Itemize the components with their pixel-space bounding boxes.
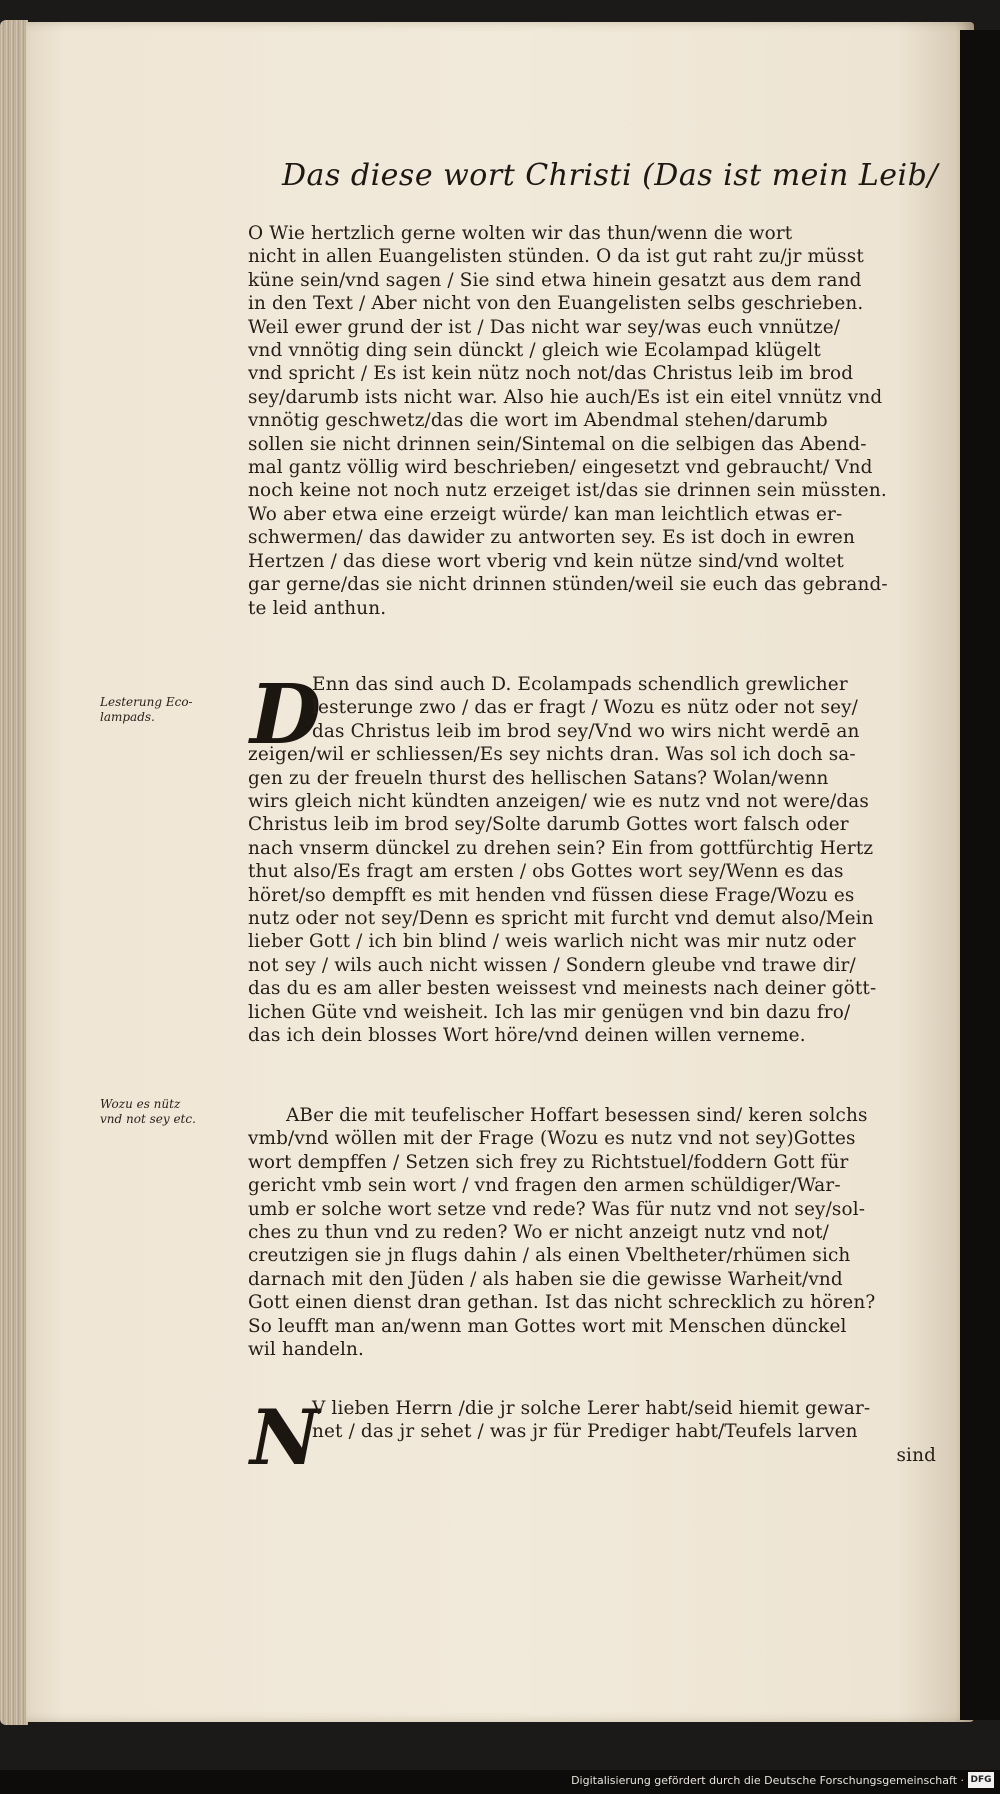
text-line: Wo aber etwa eine erzeigt würde/ kan man leichtlich etwas er- <box>248 503 843 525</box>
text-line: schwermen/ das dawider zu antworten sey. Es ist doch in ewren <box>248 527 855 549</box>
paragraph-1 <box>248 222 940 620</box>
text-line: zeigen/wil er schliessen/Es sey nichts dran. Was sol ich doch sa- <box>248 744 856 766</box>
text-line: not sey / wils auch nicht wissen / Sondern gleube vnd trawe dir/ <box>248 954 856 976</box>
scan-edge-shadow <box>960 30 1000 1720</box>
text-line: Weil ewer grund der ist / Das nicht war sey/was euch vnnütze/ <box>248 316 841 338</box>
text-line: vnd vnnötig ding sein dünckt / gleich wie Ecolampad klügelt <box>248 340 821 362</box>
text-line: V lieben Herrn /die jr solche Lerer habt/seid hiemit gewar- <box>312 1398 871 1419</box>
text-line: das ich dein blosses Wort höre/vnd deinen willen verneme. <box>248 1025 806 1047</box>
text-line: gar gerne/das sie nicht drinnen stünden/weil sie euch das gebrand- <box>248 574 888 596</box>
text-line: vmb/vnd wöllen mit der Frage (Wozu es nutz vnd not sey)Gottes <box>248 1128 856 1150</box>
text-line: te leid anthun. <box>248 597 387 619</box>
text-line: O Wie hertzlich gerne wolten wir das thun/wenn die wort <box>248 223 793 244</box>
text-line: noch keine not noch nutz erzeiget ist/das sie drinnen sein müssten. <box>248 480 887 502</box>
margin-note-line: Wozu es nütz <box>100 1097 181 1111</box>
text-line: darnach mit den Jüden / als haben sie die gewisse Warheit/vnd <box>248 1268 843 1290</box>
paragraph-4 <box>248 1397 940 1467</box>
text-line: lichen Güte vnd weisheit. Ich las mir genügen vnd bin dazu fro/ <box>248 1001 851 1023</box>
text-line: sey/darumb ists nicht war. Also hie auch/Es ist ein eitel vnnütz vnd <box>248 386 883 408</box>
digitization-credit: Digitalisierung gefördert durch die Deutsche Forschungsgemeinschaft · <box>571 1774 964 1787</box>
dfg-logo: DFG <box>968 1772 994 1788</box>
text-line: nicht in allen Euangelisten stünden. O da ist gut raht zu/jr müsst <box>248 246 864 268</box>
text-line: sollen sie nicht drinnen sein/Sintemal on die selbigen das Abend- <box>248 433 867 455</box>
text-line: Hertzen / das diese wort vberig vnd kein nütze sind/vnd woltet <box>248 550 844 572</box>
margin-note-2 <box>100 1097 250 1127</box>
margin-note-line: lampads. <box>100 710 155 724</box>
running-head: Das diese wort Christi (Das ist mein Leib/ <box>282 158 938 193</box>
drop-initial: D <box>250 667 322 763</box>
catchword: sind <box>896 1444 936 1466</box>
text-line: in den Text / Aber nicht von den Euangelisten selbs geschrieben. <box>248 293 864 315</box>
text-line: höret/so dempfft es mit henden vnd füssen diese Frage/Wozu es <box>248 884 855 906</box>
text-line: lieber Gott / ich bin blind / weis warlich nicht was mir nutz oder <box>248 931 856 953</box>
text-line: Christus leib im brod sey/Solte darumb Gottes wort falsch oder <box>248 814 849 836</box>
margin-note-1 <box>100 695 250 725</box>
margin-note-line: vnd not sey etc. <box>100 1112 196 1126</box>
text-line: ches zu thun vnd zu reden? Wo er nicht anzeigt nutz vnd not/ <box>248 1222 830 1244</box>
text-line: gen zu der freueln thurst des hellischen Satans? Wolan/wenn <box>248 767 829 789</box>
text-line: lesterunge zwo / das er fragt / Wozu es nütz oder not sey/ <box>312 697 859 719</box>
text-line: mal gantz völlig wird beschrieben/ eingesetzt vnd gebraucht/ Vnd <box>248 457 873 479</box>
text-line: creutzigen sie jn flugs dahin / als einen Vbeltheter/rhümen sich <box>248 1245 851 1267</box>
drop-initial: N <box>250 1393 320 1482</box>
text-line: gericht vmb sein wort / vnd fragen den armen schüldiger/War- <box>248 1175 841 1197</box>
text-line: umb er solche wort setze vnd rede? Was für nutz vnd not sey/sol- <box>248 1198 866 1220</box>
text-line: wirs gleich nicht kündten anzeigen/ wie es nutz vnd not were/das <box>248 791 869 813</box>
text-line: thut also/Es fragt am ersten / obs Gottes wort sey/Wenn es das <box>248 861 844 883</box>
text-line: vnd spricht / Es ist kein nütz noch not/das Christus leib im brod <box>248 363 854 385</box>
text-line: ABer die mit teufelischer Hoffart besessen sind/ keren solchs <box>286 1105 868 1126</box>
text-line: Gott einen dienst dran gethan. Ist das nicht schrecklich zu hören? <box>248 1292 876 1314</box>
paragraph-2 <box>248 667 940 1048</box>
text-line: wil handeln. <box>248 1339 365 1361</box>
text-line: wort dempffen / Setzen sich frey zu Richtstuel/foddern Gott für <box>248 1151 849 1173</box>
margin-note-line: Lesterung Eco- <box>100 695 193 709</box>
book-fore-edge <box>0 20 28 1725</box>
text-line: vnnötig geschwetz/das die wort im Abendmal stehen/darumb <box>248 410 828 432</box>
text-line: So leufft man an/wenn man Gottes wort mit Menschen dünckel <box>248 1315 847 1337</box>
text-line: küne sein/vnd sagen / Sie sind etwa hinein gesatzt aus dem rand <box>248 269 862 291</box>
paragraph-3 <box>248 1104 940 1361</box>
text-line: Enn das sind auch D. Ecolampads schendlich grewlicher <box>312 674 848 695</box>
text-line: nach vnserm dünckel zu drehen sein? Ein from gottfürchtig Hertz <box>248 837 874 859</box>
text-line: das du es am aller besten weissest vnd meinests nach deiner gött- <box>248 978 877 1000</box>
text-line: net / das jr sehet / was jr für Prediger habt/Teufels larven <box>312 1421 858 1443</box>
text-line: das Christus leib im brod sey/Vnd wo wirs nicht werdē an <box>312 720 860 742</box>
text-line: nutz oder not sey/Denn es spricht mit furcht vnd demut also/Mein <box>248 908 874 930</box>
